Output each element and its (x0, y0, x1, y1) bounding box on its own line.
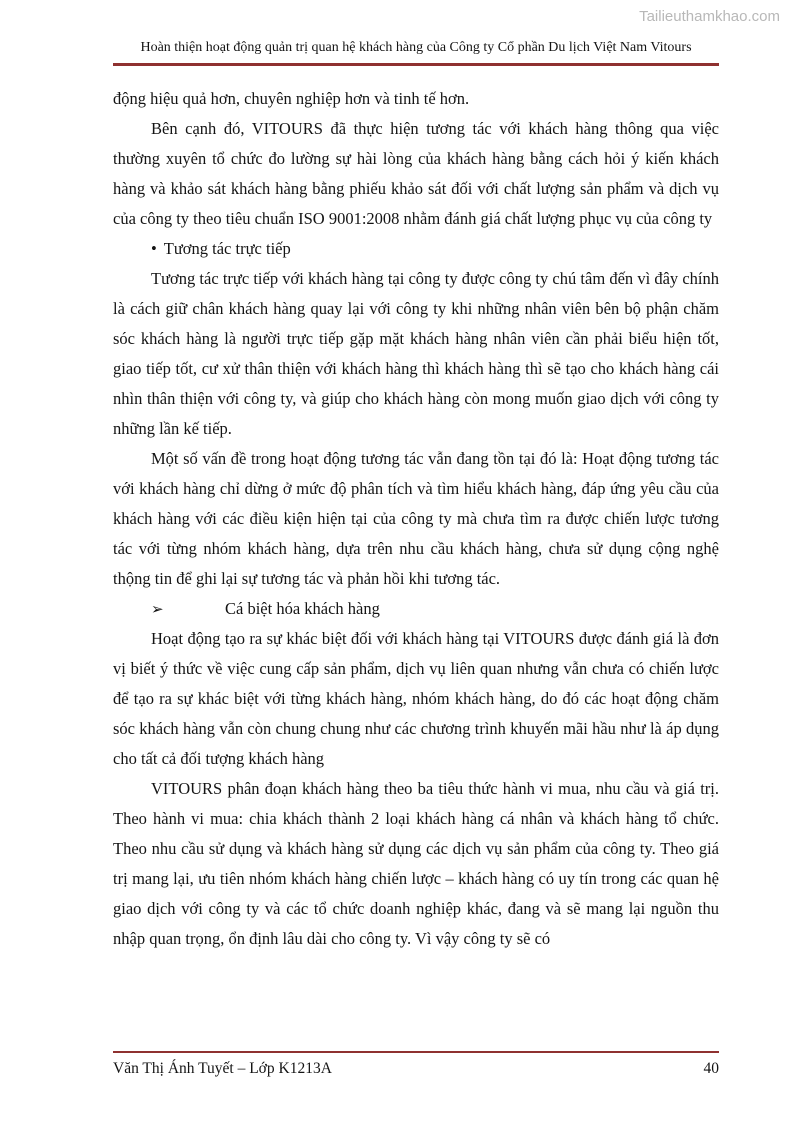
document-body (113, 74, 719, 954)
paragraph: động hiệu quả hơn, chuyên nghiệp hơn và tinh tế hơn. (113, 89, 470, 108)
paragraph: VITOURS phân đoạn khách hàng theo ba tiêu thức hành vi mua, nhu cầu và giá trị. Theo hành vi mua: chia khách thành 2 loại khách hàng cá nhân và khách hàng tổ chức. Theo nhu cầu sử dụng và khách hàng sử dụng các dịch vụ sản phẩm của công ty. Theo giá trị mang lại, ưu tiên nhóm khách hàng chiến lược – khách hàng có uy tín trong các quan hệ giao dịch với công ty và các tổ chức doanh nghiệp khác, đang và sẽ mang lại nguồn thu nhập quan trọng, ổn định lâu dài cho công ty. Vì vậy công ty sẽ có (113, 779, 719, 948)
page-header (113, 40, 719, 66)
bullet-item (113, 234, 719, 264)
arrow-item (113, 594, 719, 624)
bullet-icon: • (151, 239, 157, 258)
paragraph: Bên cạnh đó, VITOURS đã thực hiện tương tác với khách hàng thông qua việc thường xuyên tổ chức đo lường sự hài lòng của khách hàng bằng cách hỏi ý kiến khách hàng và khảo sát khách hàng bằng phiếu khảo sát đối với chất lượng sản phẩm và dịch vụ của công ty theo tiêu chuẩn ISO 9001:2008 nhằm đánh giá chất lượng phục vụ của công ty (113, 119, 719, 228)
footer-page-number: 40 (703, 1060, 719, 1077)
header-rule (113, 63, 719, 66)
arrow-bullet-icon: ➢ (151, 600, 164, 618)
arrow-item-label: Cá biệt hóa khách hàng (225, 599, 380, 618)
watermark: Tailieuthamkhao.com (639, 8, 780, 25)
header-title: Hoàn thiện hoạt động quản trị quan hệ khách hàng của Công ty Cổ phần Du lịch Việt Nam Vitours (140, 40, 692, 55)
footer-author: Văn Thị Ánh Tuyết – Lớp K1213A (113, 1060, 332, 1077)
paragraph: Hoạt động tạo ra sự khác biệt đối với khách hàng tại VITOURS được đánh giá là đơn vị biết ý thức về việc cung cấp sản phẩm, dịch vụ liên quan nhưng vẫn chưa có chiến lược để tạo ra sự khác biệt với từng khách hàng, nhóm khách hàng, do đó các hoạt động chăm sóc khách hàng vẫn còn chung chung như các chương trình khuyến mãi hầu như là áp dụng cho tất cả đối tượng khách hàng (113, 629, 719, 768)
paragraph: Tương tác trực tiếp với khách hàng tại công ty được công ty chú tâm đến vì đây chính là cách giữ chân khách hàng quay lại với công ty khi những nhân viên bên bộ phận chăm sóc khách hàng là người trực tiếp gặp mặt khách hàng nhân viên cần phải biểu hiện tốt, giao tiếp tốt, cư xử thân thiện với khách hàng thì khách hàng thì sẽ tạo cho khách hàng cái nhìn thân thiện với công ty, và giúp cho khách hàng còn mong muốn giao dịch với công ty những lần kế tiếp. (113, 269, 719, 438)
bullet-item-label: Tương tác trực tiếp (163, 239, 291, 258)
paragraph: Một số vấn đề trong hoạt động tương tác vẫn đang tồn tại đó là: Hoạt động tương tác với khách hàng chỉ dừng ở mức độ phân tích và tìm hiểu khách hàng, đáp ứng yêu cầu của khách hàng với các điều kiện hiện tại của công ty mà chưa tìm ra được chiến lược tương tác với từng nhóm khách hàng, dựa trên nhu cầu khách hàng, chưa sử dụng cộng nghệ thộng tin để ghi lại sự tương tác và phản hồi khi tương tác. (113, 449, 719, 588)
page-footer (113, 1051, 719, 1078)
